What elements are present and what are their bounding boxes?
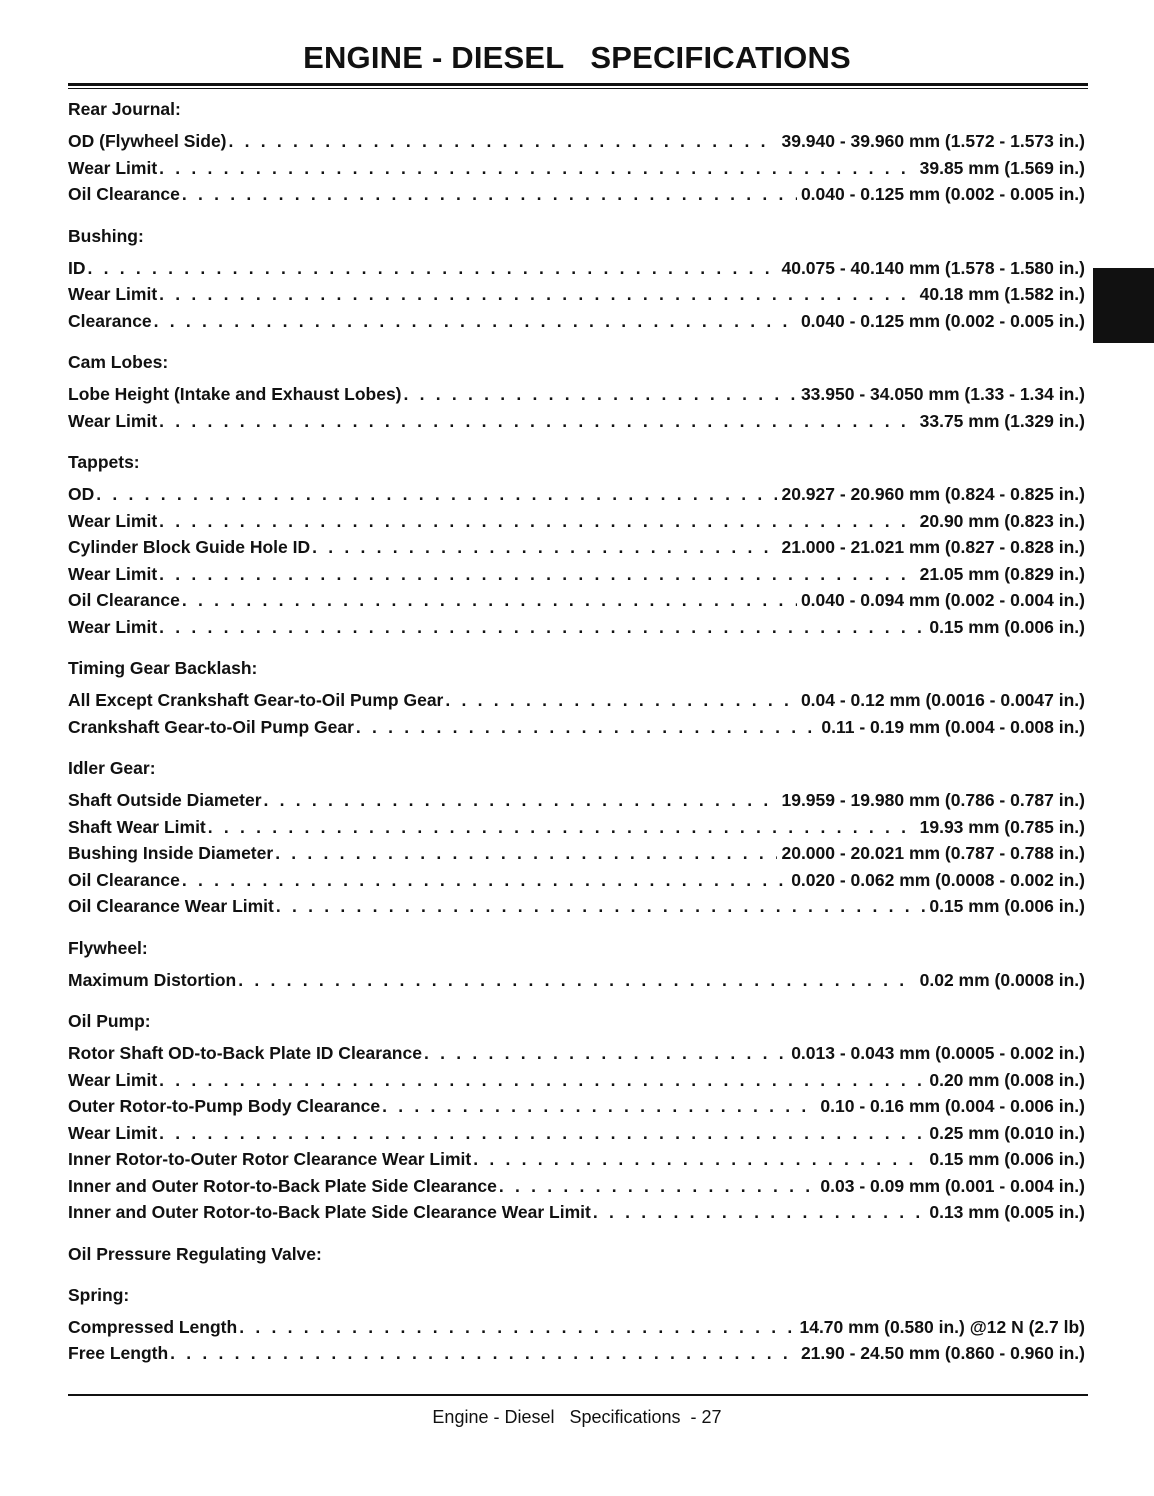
spec-value: 0.04 - 0.12 mm (0.0016 - 0.0047 in.) [800, 690, 1085, 710]
spec-value: 0.10 - 0.16 mm (0.004 - 0.006 in.) [820, 1096, 1085, 1116]
spec-value: 33.75 mm (1.329 in.) [919, 410, 1085, 431]
spec-row [68, 787, 1085, 814]
dot-leader [499, 1173, 817, 1200]
spec-section [68, 655, 1085, 740]
spec-value: 19.93 mm (0.785 in.) [919, 816, 1085, 837]
spec-row [68, 381, 1085, 408]
spec-row [68, 1199, 1085, 1226]
dot-leader [159, 614, 925, 641]
spec-row [68, 687, 1085, 714]
spec-label: Wear Limit [68, 510, 158, 531]
section-heading: Tappets: [68, 452, 140, 472]
spec-label: Oil Clearance [68, 869, 180, 890]
dot-leader [96, 481, 777, 508]
spec-label: Shaft Outside Diameter [68, 790, 262, 810]
dot-leader [229, 128, 778, 155]
dot-leader [182, 587, 797, 614]
spec-section [68, 1282, 1085, 1367]
spec-value: 21.000 - 21.021 mm (0.827 - 0.828 in.) [781, 537, 1085, 557]
spec-label: Crankshaft Gear-to-Oil Pump Gear [68, 716, 354, 737]
spec-section [68, 223, 1085, 335]
spec-value: 0.15 mm (0.006 in.) [929, 616, 1085, 637]
spec-label: Wear Limit [68, 1122, 158, 1143]
spec-label: Wear Limit [68, 616, 158, 637]
spec-label: Oil Clearance [68, 184, 180, 204]
spec-value: 21.90 - 24.50 mm (0.860 - 0.960 in.) [800, 1343, 1085, 1363]
spec-value: 21.05 mm (0.829 in.) [919, 563, 1085, 584]
spec-label: Clearance [68, 310, 152, 331]
dot-leader [593, 1199, 926, 1226]
spec-row [68, 281, 1085, 308]
spec-label: Outer Rotor-to-Pump Body Clearance [68, 1096, 381, 1116]
spec-value: 0.040 - 0.125 mm (0.002 - 0.005 in.) [800, 310, 1085, 331]
section-heading: Oil Pump: [68, 1011, 151, 1031]
spec-section [68, 1008, 1085, 1226]
spec-label: Wear Limit [68, 284, 158, 304]
spec-row [68, 1120, 1085, 1147]
spec-row [68, 967, 1085, 994]
spec-label: Compressed Length [68, 1316, 238, 1337]
spec-row [68, 1040, 1085, 1067]
dot-leader [159, 281, 915, 308]
spec-label: ID [68, 257, 86, 278]
spec-row [68, 1340, 1085, 1367]
spec-value: 14.70 mm (0.580 in.) @12 N (2.7 lb) [799, 1316, 1085, 1337]
dot-leader [424, 1040, 787, 1067]
dot-leader [170, 1340, 797, 1367]
spec-value: 20.927 - 20.960 mm (0.824 - 0.825 in.) [781, 484, 1085, 504]
spec-row [68, 893, 1085, 920]
dot-leader [275, 840, 777, 867]
spec-list [68, 96, 1085, 1367]
spec-label: Rotor Shaft OD-to-Back Plate ID Clearance [68, 1043, 422, 1063]
spec-value: 0.03 - 0.09 mm (0.001 - 0.004 in.) [820, 1175, 1085, 1196]
spec-value: 19.959 - 19.980 mm (0.786 - 0.787 in.) [781, 790, 1085, 810]
spec-row [68, 714, 1085, 741]
spec-label: All Except Crankshaft Gear-to-Oil Pump Gear [68, 690, 444, 710]
section-heading: Oil Pressure Regulating Valve: [68, 1243, 322, 1264]
spec-section [68, 755, 1085, 920]
spec-row [68, 255, 1085, 282]
spec-row [68, 1093, 1085, 1120]
spec-label: OD (Flywheel Side) [68, 131, 227, 151]
section-heading: Rear Journal: [68, 99, 181, 119]
spec-label: OD [68, 484, 95, 504]
spec-label: Oil Clearance [68, 590, 180, 610]
dot-leader [88, 255, 778, 282]
footer-rule [68, 1394, 1088, 1396]
spec-row [68, 1146, 1085, 1173]
header-rule-thin [68, 88, 1088, 89]
dot-leader [312, 534, 777, 561]
section-heading: Flywheel: [68, 937, 148, 958]
spec-value: 0.11 - 0.19 mm (0.004 - 0.008 in.) [821, 716, 1085, 737]
spec-label: Lobe Height (Intake and Exhaust Lobes) [68, 384, 402, 404]
dot-leader [154, 308, 797, 335]
spec-value: 0.15 mm (0.006 in.) [929, 1149, 1085, 1169]
spec-row [68, 128, 1085, 155]
spec-value: 39.85 mm (1.569 in.) [919, 157, 1085, 178]
dot-leader [445, 687, 797, 714]
spec-value: 20.90 mm (0.823 in.) [919, 510, 1085, 531]
spec-label: Wear Limit [68, 1069, 158, 1090]
spec-value: 0.040 - 0.125 mm (0.002 - 0.005 in.) [800, 184, 1085, 204]
spec-value: 33.950 - 34.050 mm (1.33 - 1.34 in.) [800, 384, 1085, 404]
dot-leader [159, 155, 915, 182]
header-rule-thick [68, 83, 1088, 86]
dot-leader [356, 714, 817, 741]
dot-leader [276, 893, 925, 920]
spec-value: 20.000 - 20.021 mm (0.787 - 0.788 in.) [781, 843, 1085, 863]
spec-row [68, 155, 1085, 182]
spec-section [68, 935, 1085, 994]
spec-label: Wear Limit [68, 410, 158, 431]
spec-value: 0.013 - 0.043 mm (0.0005 - 0.002 in.) [791, 1043, 1085, 1063]
spec-value: 0.020 - 0.062 mm (0.0008 - 0.002 in.) [791, 869, 1085, 890]
dot-leader [159, 1067, 925, 1094]
spec-section [68, 349, 1085, 434]
spec-row [68, 1173, 1085, 1200]
spec-label: Inner and Outer Rotor-to-Back Plate Side Clearance Wear Limit [68, 1202, 591, 1222]
spec-row [68, 867, 1085, 894]
spec-row [68, 814, 1085, 841]
spec-section [68, 449, 1085, 640]
section-heading: Timing Gear Backlash: [68, 658, 258, 678]
spec-row [68, 1314, 1085, 1341]
spec-value: 40.075 - 40.140 mm (1.578 - 1.580 in.) [781, 257, 1085, 278]
dot-leader [239, 1314, 795, 1341]
dot-leader [404, 381, 797, 408]
spec-value: 40.18 mm (1.582 in.) [919, 284, 1085, 304]
section-heading: Bushing: [68, 225, 144, 246]
spec-row [68, 840, 1085, 867]
spec-value: 39.940 - 39.960 mm (1.572 - 1.573 in.) [781, 131, 1085, 151]
dot-leader [208, 814, 916, 841]
spec-row [68, 587, 1085, 614]
spec-row [68, 614, 1085, 641]
spec-row [68, 308, 1085, 335]
page-title: ENGINE - DIESEL SPECIFICATIONS [303, 40, 851, 75]
spec-label: Shaft Wear Limit [68, 816, 206, 837]
section-heading: Spring: [68, 1284, 130, 1305]
spec-row [68, 508, 1085, 535]
spec-value: 0.040 - 0.094 mm (0.002 - 0.004 in.) [800, 590, 1085, 610]
spec-value: 0.20 mm (0.008 in.) [929, 1069, 1085, 1090]
spec-value: 0.13 mm (0.005 in.) [929, 1202, 1085, 1222]
spec-value: 0.02 mm (0.0008 in.) [919, 969, 1085, 990]
spec-label: Inner and Outer Rotor-to-Back Plate Side Clearance [68, 1175, 497, 1196]
spec-label: Wear Limit [68, 157, 158, 178]
spec-value: 0.15 mm (0.006 in.) [929, 896, 1085, 916]
spec-label: Bushing Inside Diameter [68, 843, 274, 863]
spec-row [68, 481, 1085, 508]
spec-label: Cylinder Block Guide Hole ID [68, 537, 311, 557]
spec-section [68, 96, 1085, 208]
spec-value: 0.25 mm (0.010 in.) [929, 1122, 1085, 1143]
spec-row [68, 534, 1085, 561]
section-thumb-tab [1093, 268, 1154, 343]
spec-label: Free Length [68, 1343, 169, 1363]
section-heading: Idler Gear: [68, 758, 156, 778]
section-heading: Cam Lobes: [68, 352, 169, 372]
dot-leader [182, 181, 797, 208]
dot-leader [159, 1120, 925, 1147]
spec-label: Maximum Distortion [68, 969, 237, 990]
spec-label: Wear Limit [68, 563, 158, 584]
dot-leader [159, 508, 915, 535]
spec-label: Inner Rotor-to-Outer Rotor Clearance Wear Limit [68, 1149, 472, 1169]
dot-leader [238, 967, 915, 994]
spec-label: Oil Clearance Wear Limit [68, 896, 274, 916]
spec-row [68, 1067, 1085, 1094]
spec-row [68, 561, 1085, 588]
spec-row [68, 408, 1085, 435]
spec-section [68, 1241, 1085, 1267]
dot-leader [473, 1146, 925, 1173]
page-footer: Engine - Diesel Specifications - 27 [432, 1407, 722, 1427]
dot-leader [159, 561, 915, 588]
dot-leader [159, 408, 915, 435]
dot-leader [382, 1093, 816, 1120]
dot-leader [182, 867, 787, 894]
spec-row [68, 181, 1085, 208]
dot-leader [264, 787, 778, 814]
